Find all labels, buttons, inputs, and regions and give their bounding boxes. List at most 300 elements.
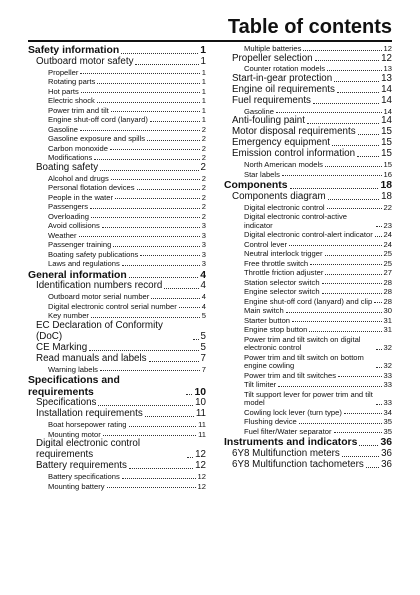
toc-entry-title: Installation requirements bbox=[36, 408, 143, 420]
toc-page-number: 3 bbox=[201, 230, 206, 240]
dot-leader bbox=[129, 426, 197, 427]
toc-entry-title: Mounting motor bbox=[48, 429, 101, 439]
dot-leader bbox=[135, 64, 198, 65]
toc-entry-title: Control lever bbox=[244, 239, 288, 249]
toc-page-number: 15 bbox=[381, 148, 392, 160]
dot-leader bbox=[366, 467, 379, 468]
toc-entry-title: Outboard motor safety bbox=[36, 55, 134, 67]
toc-entry[interactable] bbox=[28, 116, 206, 125]
toc-page-number: 2 bbox=[201, 183, 206, 193]
dot-leader bbox=[325, 274, 381, 275]
toc-page-number: 1 bbox=[201, 67, 206, 77]
toc-entry-title: Propeller selection bbox=[232, 52, 313, 64]
toc-entry[interactable] bbox=[28, 78, 206, 87]
dot-leader bbox=[286, 312, 382, 313]
dot-leader bbox=[309, 331, 381, 332]
toc-entry-title: Components diagram bbox=[232, 190, 326, 202]
toc-page-number: 32 bbox=[383, 361, 392, 371]
toc-entry[interactable] bbox=[28, 163, 206, 174]
toc-page-number: 4 bbox=[200, 280, 206, 292]
dot-leader bbox=[315, 60, 379, 61]
dot-leader bbox=[375, 236, 382, 237]
toc-entry[interactable] bbox=[28, 409, 206, 420]
toc-entry[interactable] bbox=[28, 321, 206, 343]
toc-entry-title: Power trim and tilt switches bbox=[244, 370, 336, 380]
dot-leader bbox=[327, 70, 382, 71]
toc-entry-title: Alcohol and drugs bbox=[48, 173, 109, 183]
dot-leader bbox=[342, 456, 379, 457]
toc-entry[interactable] bbox=[224, 231, 392, 240]
toc-entry-title: North American models bbox=[244, 160, 323, 170]
toc-entry[interactable] bbox=[28, 45, 206, 57]
toc-entry-title: Identification numbers record bbox=[36, 280, 163, 292]
toc-entry[interactable] bbox=[224, 391, 392, 408]
toc-entry-title: Digital electronic control-alert indicator bbox=[244, 230, 373, 240]
toc-page-number: 23 bbox=[383, 220, 392, 230]
toc-entry-title: Engine shut-off cord (lanyard) bbox=[48, 115, 148, 125]
toc-entry[interactable] bbox=[224, 149, 392, 160]
dot-leader bbox=[325, 166, 382, 167]
toc-entry-title: Main switch bbox=[244, 306, 284, 316]
toc-page-number: 1 bbox=[201, 86, 206, 96]
toc-page-number: 16 bbox=[383, 169, 392, 179]
toc-page-number: 10 bbox=[195, 397, 206, 409]
toc-entry-title: Gasoline exposure and spills bbox=[48, 134, 146, 144]
dot-leader bbox=[151, 298, 199, 299]
toc-entry-title: Boating safety bbox=[36, 161, 99, 173]
toc-page-number: 18 bbox=[380, 180, 392, 192]
toc-page-number: 2 bbox=[201, 173, 206, 183]
toc-entry-title: Gasoline bbox=[48, 124, 78, 134]
toc-page-number: 24 bbox=[383, 239, 392, 249]
toc-page-number: 28 bbox=[383, 277, 392, 287]
toc-page-number: 14 bbox=[383, 106, 392, 116]
dot-leader bbox=[164, 288, 198, 289]
toc-entry[interactable] bbox=[28, 194, 206, 203]
toc-entry[interactable] bbox=[28, 135, 206, 144]
toc-entry-title: Fuel requirements bbox=[232, 94, 311, 106]
toc-entry-title: Digital electronic control requirements bbox=[36, 438, 141, 461]
toc-entry[interactable] bbox=[224, 269, 392, 278]
toc-entry[interactable] bbox=[28, 222, 206, 231]
dot-leader bbox=[113, 246, 199, 247]
toc-entry-title: Safety information bbox=[28, 45, 120, 56]
toc-entry[interactable] bbox=[28, 241, 206, 250]
toc-entry-title: Cowling lock lever (turn type) bbox=[244, 407, 342, 417]
dot-leader bbox=[376, 349, 382, 350]
toc-entry[interactable] bbox=[224, 241, 392, 250]
toc-entry-title: People in the water bbox=[48, 192, 114, 202]
toc-page-number: 1 bbox=[200, 55, 206, 67]
toc-page-number: 12 bbox=[197, 472, 206, 482]
page-title: Table of contents bbox=[227, 16, 392, 38]
dot-leader bbox=[140, 255, 199, 256]
dot-leader bbox=[179, 307, 200, 308]
toc-entry[interactable] bbox=[224, 354, 392, 371]
toc-page-number: 3 bbox=[201, 259, 206, 269]
toc-entry[interactable] bbox=[224, 279, 392, 288]
toc-entry-title: Passenger training bbox=[48, 240, 112, 250]
toc-entry[interactable] bbox=[28, 375, 206, 398]
toc-entry[interactable] bbox=[224, 317, 392, 326]
dot-leader bbox=[376, 226, 382, 227]
toc-entry-title: Weather bbox=[48, 230, 77, 240]
toc-page-number: 31 bbox=[383, 325, 392, 335]
toc-page-number: 15 bbox=[381, 126, 392, 138]
toc-page-number: 1 bbox=[201, 77, 206, 87]
toc-page-number: 4 bbox=[200, 269, 206, 281]
dot-leader bbox=[102, 227, 200, 228]
toc-page-number: 36 bbox=[380, 437, 392, 449]
toc-entry-title: Fuel filter/Water separator bbox=[244, 426, 332, 436]
dot-leader bbox=[334, 432, 382, 433]
toc-entry-title: Flushing device bbox=[244, 417, 297, 427]
toc-entry-title: 6Y8 Multifunction meters bbox=[232, 448, 340, 459]
toc-entry-title: Laws and regulations bbox=[48, 259, 120, 269]
toc-page-number: 31 bbox=[383, 315, 392, 325]
toc-page-number: 2 bbox=[201, 211, 206, 221]
toc-page-number: 5 bbox=[200, 341, 206, 353]
dot-leader bbox=[338, 376, 382, 377]
toc-entry[interactable] bbox=[28, 461, 206, 472]
toc-entry-title: Components bbox=[224, 180, 288, 192]
dot-leader bbox=[90, 208, 200, 209]
toc-entry-title: Avoid collisions bbox=[48, 221, 100, 231]
toc-column-left bbox=[28, 44, 206, 491]
toc-entry-title: Digital electronic control serial number bbox=[48, 301, 177, 311]
toc-entry[interactable] bbox=[224, 428, 392, 437]
toc-entry[interactable] bbox=[224, 418, 392, 427]
toc-entry-title: Tilt support lever for power trim and tilt model bbox=[244, 389, 373, 408]
toc-entry[interactable] bbox=[224, 326, 392, 335]
dot-leader bbox=[193, 339, 199, 340]
dot-leader bbox=[303, 50, 381, 51]
toc-entry[interactable] bbox=[28, 97, 206, 106]
dot-leader bbox=[137, 189, 200, 190]
toc-entry-title: Read manuals and labels bbox=[36, 352, 147, 364]
toc-page-number: 2 bbox=[200, 161, 206, 173]
toc-entry-title: Instruments and indicators bbox=[224, 437, 358, 449]
dot-leader bbox=[121, 53, 198, 54]
toc-entry-title: Engine stop button bbox=[244, 325, 308, 335]
dot-leader bbox=[327, 208, 382, 209]
dot-leader bbox=[81, 92, 200, 93]
toc-entry[interactable] bbox=[224, 460, 392, 471]
toc-entry-title: Throttle friction adjuster bbox=[244, 268, 324, 278]
toc-page-number: 28 bbox=[383, 296, 392, 306]
toc-entry[interactable] bbox=[224, 161, 392, 170]
toc-entry[interactable] bbox=[28, 421, 206, 430]
toc-page-number: 15 bbox=[383, 160, 392, 170]
toc-entry-title: Digital electronic control bbox=[244, 202, 325, 212]
toc-entry-title: Specifications bbox=[36, 397, 97, 409]
toc-entry[interactable] bbox=[28, 107, 206, 116]
toc-entry-title: Boat horsepower rating bbox=[48, 420, 127, 430]
toc-page-number: 3 bbox=[201, 240, 206, 250]
toc-page-number: 18 bbox=[381, 190, 392, 202]
toc-page-number: 30 bbox=[383, 306, 392, 316]
toc-entry[interactable] bbox=[28, 281, 206, 292]
toc-entry-title: Power trim and tilt bbox=[48, 105, 109, 115]
toc-entry[interactable] bbox=[28, 213, 206, 222]
toc-page-number: 13 bbox=[383, 64, 392, 74]
toc-page-number: 3 bbox=[201, 249, 206, 259]
toc-entry-title: Emergency equipment bbox=[232, 137, 331, 149]
dot-leader bbox=[129, 468, 193, 469]
toc-entry[interactable] bbox=[224, 298, 392, 307]
toc-entry[interactable] bbox=[224, 250, 392, 259]
dot-leader bbox=[111, 111, 200, 112]
toc-entry-title: Electric shock bbox=[48, 96, 95, 106]
toc-entry[interactable] bbox=[28, 483, 206, 492]
toc-entry-title: Start-in-gear protection bbox=[232, 72, 333, 84]
toc-page-number: 12 bbox=[197, 481, 206, 491]
toc-page-number: 7 bbox=[201, 364, 206, 374]
toc-entry-title: Modifications bbox=[48, 153, 93, 163]
toc-entry-title: Battery requirements bbox=[36, 460, 127, 472]
dot-leader bbox=[357, 156, 379, 157]
toc-entry-title: Emission control information bbox=[232, 148, 356, 160]
toc-entry-title: Tilt limiter bbox=[244, 380, 277, 390]
toc-entry-title: Carbon monoxide bbox=[48, 143, 108, 153]
toc-page-number: 1 bbox=[201, 115, 206, 125]
toc-entry[interactable] bbox=[224, 96, 392, 107]
toc-page-number: 14 bbox=[381, 83, 392, 95]
toc-entry[interactable] bbox=[224, 171, 392, 180]
toc-page-number: 32 bbox=[383, 343, 392, 353]
dot-leader bbox=[334, 81, 379, 82]
dot-leader bbox=[98, 405, 193, 406]
toc-entry[interactable] bbox=[28, 88, 206, 97]
dot-leader bbox=[103, 435, 196, 436]
toc-entry-title: CE Marking bbox=[36, 341, 88, 353]
toc-entry-title: Mounting battery bbox=[48, 481, 105, 491]
toc-entry[interactable] bbox=[28, 203, 206, 212]
toc-entry-title: 6Y8 Multifunction tachometers bbox=[232, 458, 364, 470]
toc-column-right bbox=[224, 44, 392, 471]
toc-entry-title: Overloading bbox=[48, 211, 89, 221]
toc-entry-title: Station selector switch bbox=[244, 277, 320, 287]
toc-entry[interactable] bbox=[224, 372, 392, 381]
toc-entry-title: Star labels bbox=[244, 169, 280, 179]
dot-leader bbox=[322, 283, 382, 284]
dot-leader bbox=[115, 198, 200, 199]
toc-entry-title: Key number bbox=[48, 311, 89, 321]
toc-page-number: 2 bbox=[201, 143, 206, 153]
toc-page-number: 11 bbox=[198, 420, 206, 430]
toc-entry[interactable] bbox=[224, 54, 392, 65]
dot-leader bbox=[289, 245, 381, 246]
toc-entry[interactable] bbox=[28, 126, 206, 135]
toc-page-number: 1 bbox=[201, 105, 206, 115]
toc-page-number: 4 bbox=[201, 301, 206, 311]
toc-page-number: 12 bbox=[195, 449, 206, 461]
dot-leader bbox=[129, 277, 198, 278]
toc-page-number: 2 bbox=[201, 192, 206, 202]
dot-leader bbox=[376, 367, 382, 368]
toc-page-number: 28 bbox=[383, 287, 392, 297]
toc-entry-title: Counter rotation models bbox=[244, 64, 326, 74]
toc-page-number: 36 bbox=[381, 458, 392, 470]
toc-page-number: 10 bbox=[194, 386, 206, 398]
toc-page-number: 2 bbox=[201, 134, 206, 144]
dot-leader bbox=[91, 317, 200, 318]
toc-page-number: 35 bbox=[383, 426, 392, 436]
toc-page-number: 12 bbox=[383, 44, 392, 53]
toc-page-number: 2 bbox=[201, 202, 206, 212]
dot-leader bbox=[358, 134, 379, 135]
toc-entry-title: Specifications and requirements bbox=[28, 375, 120, 398]
toc-entry-title: Passengers bbox=[48, 202, 89, 212]
toc-page-number: 15 bbox=[381, 137, 392, 149]
dot-leader bbox=[187, 457, 193, 458]
dot-leader bbox=[122, 265, 200, 266]
toc-entry[interactable] bbox=[28, 251, 206, 260]
toc-page-number: 14 bbox=[381, 94, 392, 106]
toc-entry[interactable] bbox=[28, 303, 206, 312]
toc-entry-title: Multiple batteries bbox=[244, 44, 302, 53]
toc-page-number: 27 bbox=[383, 268, 392, 278]
dot-leader bbox=[310, 264, 381, 265]
toc-entry[interactable] bbox=[28, 343, 206, 354]
toc-entry-title: Free throttle switch bbox=[244, 258, 309, 268]
toc-page-number: 11 bbox=[198, 429, 206, 439]
toc-entry[interactable] bbox=[224, 288, 392, 297]
toc-entry-title: Personal flotation devices bbox=[48, 183, 135, 193]
toc-entry[interactable] bbox=[28, 69, 206, 78]
toc-entry[interactable] bbox=[28, 175, 206, 184]
toc-entry[interactable] bbox=[28, 145, 206, 154]
dot-leader bbox=[107, 487, 196, 488]
toc-entry-title: Gasoline bbox=[244, 106, 274, 116]
dot-leader bbox=[292, 321, 382, 322]
toc-entry-title: Hot parts bbox=[48, 86, 79, 96]
dot-leader bbox=[97, 102, 200, 103]
toc-page-number: 2 bbox=[201, 153, 206, 163]
toc-entry[interactable] bbox=[224, 204, 392, 213]
toc-entry[interactable] bbox=[224, 192, 392, 203]
toc-page-number: 12 bbox=[381, 52, 392, 64]
dot-leader bbox=[374, 302, 381, 303]
toc-page-number: 25 bbox=[383, 249, 392, 259]
toc-entry-title: EC Declaration of Conformity (DoC) bbox=[36, 319, 163, 342]
dot-leader bbox=[100, 370, 200, 371]
toc-page-number: 5 bbox=[201, 311, 206, 321]
dot-leader bbox=[79, 236, 200, 237]
dot-leader bbox=[94, 159, 199, 160]
toc-entry[interactable] bbox=[224, 381, 392, 390]
toc-entry[interactable] bbox=[28, 354, 206, 365]
toc-entry-title: Propeller bbox=[48, 67, 79, 77]
dot-leader bbox=[122, 478, 196, 479]
toc-entry[interactable] bbox=[224, 260, 392, 269]
toc-entry-title: Engine selector switch bbox=[244, 287, 320, 297]
dot-leader bbox=[276, 112, 382, 113]
toc-entry[interactable] bbox=[28, 184, 206, 193]
toc-entry-title: Starter button bbox=[244, 315, 291, 325]
toc-entry[interactable] bbox=[28, 366, 206, 375]
toc-entry-title: Power trim and tilt switch on bottom engine cowling bbox=[244, 352, 364, 371]
toc-page-number: 2 bbox=[201, 124, 206, 134]
toc-entry-title: Engine oil requirements bbox=[232, 83, 335, 95]
dot-leader bbox=[376, 404, 382, 405]
dot-leader bbox=[97, 83, 199, 84]
toc-entry[interactable] bbox=[28, 293, 206, 302]
toc-entry[interactable] bbox=[28, 473, 206, 482]
dot-leader bbox=[278, 386, 381, 387]
toc-page-number: 11 bbox=[195, 408, 206, 420]
toc-entry[interactable] bbox=[224, 213, 392, 230]
title-divider bbox=[28, 40, 392, 42]
toc-page-number: 3 bbox=[201, 221, 206, 231]
dot-leader bbox=[80, 73, 199, 74]
dot-leader bbox=[91, 217, 200, 218]
toc-entry-title: Outboard motor serial number bbox=[48, 292, 150, 302]
toc-page-number: 34 bbox=[383, 407, 392, 417]
toc-page-number: 14 bbox=[381, 115, 392, 127]
toc-entry[interactable] bbox=[28, 57, 206, 68]
dot-leader bbox=[307, 123, 379, 124]
toc-entry-title: Anti-fouling paint bbox=[232, 115, 305, 127]
toc-page-number: 12 bbox=[195, 460, 206, 472]
dot-leader bbox=[145, 416, 194, 417]
toc-page-number: 25 bbox=[383, 258, 392, 268]
toc-entry[interactable] bbox=[28, 439, 206, 461]
dot-leader bbox=[332, 145, 379, 146]
toc-entry-title: Battery specifications bbox=[48, 472, 120, 482]
toc-page-number: 33 bbox=[383, 398, 392, 408]
toc-entry-title: Rotating parts bbox=[48, 77, 96, 87]
dot-leader bbox=[100, 170, 198, 171]
dot-leader bbox=[89, 350, 198, 351]
toc-entry[interactable] bbox=[224, 409, 392, 418]
toc-entry[interactable] bbox=[28, 260, 206, 269]
toc-entry-title: Warning labels bbox=[48, 364, 98, 374]
toc-entry[interactable] bbox=[28, 232, 206, 241]
dot-leader bbox=[299, 423, 382, 424]
toc-page-number: 1 bbox=[201, 96, 206, 106]
dot-leader bbox=[110, 149, 200, 150]
toc-entry[interactable] bbox=[224, 336, 392, 353]
dot-leader bbox=[313, 103, 379, 104]
dot-leader bbox=[328, 199, 379, 200]
toc-page-number: 35 bbox=[383, 417, 392, 427]
dot-leader bbox=[147, 140, 200, 141]
toc-page-number: 1 bbox=[200, 45, 206, 56]
dot-leader bbox=[186, 394, 192, 395]
toc-entry[interactable] bbox=[224, 307, 392, 316]
toc-entry-title: Power trim and tilt switch on digital electronic control bbox=[244, 334, 361, 353]
toc-page-number: 13 bbox=[381, 72, 392, 84]
toc-entry-title: General information bbox=[28, 269, 127, 281]
dot-leader bbox=[290, 188, 379, 189]
toc-page-number: 22 bbox=[383, 202, 392, 212]
dot-leader bbox=[282, 175, 382, 176]
toc-page-number: 4 bbox=[201, 292, 206, 302]
toc-entry-title: Engine shut-off cord (lanyard) and clip bbox=[244, 296, 373, 306]
toc-page-number: 24 bbox=[383, 230, 392, 240]
dot-leader bbox=[344, 413, 382, 414]
dot-leader bbox=[149, 361, 199, 362]
toc-page-number: 33 bbox=[383, 370, 392, 380]
dot-leader bbox=[80, 130, 200, 131]
dot-leader bbox=[325, 255, 382, 256]
toc-entry-title: Motor disposal requirements bbox=[232, 126, 356, 138]
dot-leader bbox=[359, 445, 378, 446]
toc-entry-title: Digital electronic control-active indicator bbox=[244, 212, 347, 230]
toc-page-number: 5 bbox=[200, 330, 206, 342]
dot-leader bbox=[322, 293, 382, 294]
